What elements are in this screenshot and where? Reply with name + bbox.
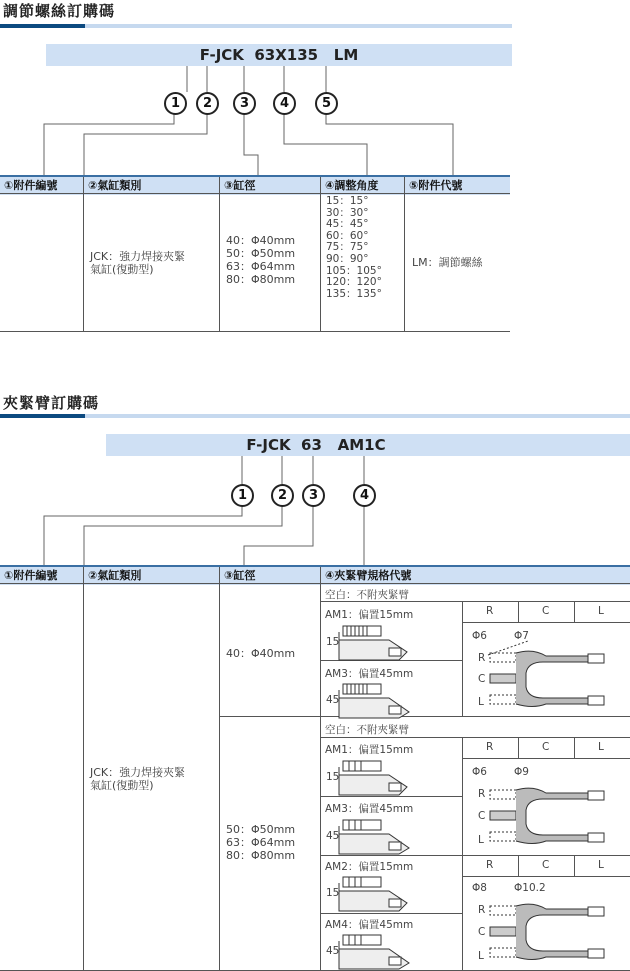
divider (462, 622, 630, 623)
am3-label: AM3：偏置45mm (325, 668, 414, 680)
divider (518, 737, 519, 758)
arm-top-view-icon (488, 780, 628, 845)
marker-1: 1 (164, 92, 187, 115)
variant-c: C (478, 810, 486, 822)
marker-3: 3 (233, 92, 256, 115)
angle-cell: 15：15° 30：30° 45：45° 60：60° 75：75° 90：90° 105：105° 120：120° 135：135° (326, 195, 382, 300)
rcl-c: C (542, 741, 550, 753)
section1-order-code: F-JCK 63X135 LM (199, 46, 359, 64)
bore-cell-a: 40：Φ40mm (226, 647, 296, 660)
dia2-label: Φ9 (514, 766, 529, 778)
header-angle: ④調整角度 (325, 179, 379, 192)
variant-r: R (478, 904, 486, 916)
header-cylinder-type: ②氣缸類別 (88, 569, 142, 582)
divider (320, 913, 462, 914)
divider (0, 193, 510, 194)
divider (462, 601, 463, 716)
variant-l: L (478, 950, 484, 962)
variant-l: L (478, 834, 484, 846)
divider (574, 737, 575, 758)
divider (404, 177, 405, 331)
am3-label: AM3：偏置45mm (325, 803, 414, 815)
marker-5: 5 (315, 92, 338, 115)
cylinder-type-cell: JCK：強力焊接夾緊 氣缸(復動型) (90, 766, 186, 792)
header-accessory-no: ①附件編號 (4, 569, 58, 582)
section2-table-header (0, 565, 630, 585)
arm-side-view-icon (337, 814, 437, 854)
variant-l: L (478, 696, 484, 708)
section2-rule-light (85, 414, 630, 418)
rcl-c: C (542, 605, 550, 617)
divider (320, 796, 462, 797)
arm-top-view-icon (488, 643, 628, 708)
divider (462, 737, 463, 971)
blank-option: 空白：不附夾緊臂 (325, 589, 409, 601)
angle-label: 15 (326, 636, 340, 648)
arm-side-view-icon (337, 620, 437, 660)
divider (219, 177, 220, 331)
dia1-label: Φ6 (472, 630, 487, 642)
rcl-l: L (598, 605, 604, 617)
variant-c: C (478, 673, 486, 685)
marker-4: 4 (353, 484, 376, 507)
marker-2: 2 (196, 92, 219, 115)
header-bore: ③缸徑 (224, 569, 256, 582)
section2-order-code: F-JCK 63 AM1C (246, 436, 386, 454)
angle-label: 15 (326, 887, 340, 899)
variant-r: R (478, 788, 486, 800)
divider (0, 331, 510, 332)
am2-label: AM2：偏置15mm (325, 861, 414, 873)
divider (83, 567, 84, 971)
header-accessory-no: ①附件編號 (4, 179, 58, 192)
blank-option: 空白：不附夾緊臂 (325, 724, 409, 736)
marker-3: 3 (302, 484, 325, 507)
rcl-c: C (542, 859, 550, 871)
divider (518, 855, 519, 876)
divider (320, 567, 321, 971)
arm-top-view-icon (488, 896, 628, 961)
marker-2: 2 (271, 484, 294, 507)
divider (518, 601, 519, 622)
section2-rule-dark (0, 414, 85, 418)
header-bore: ③缸徑 (224, 179, 256, 192)
section2-title: 夾緊臂訂購碼 (3, 394, 100, 412)
cylinder-type-cell: JCK：強力焊接夾緊 氣缸(復動型) (90, 250, 186, 276)
bore-cell: 40：Φ40mm 50：Φ50mm 63：Φ64mm 80：Φ80mm (226, 234, 296, 286)
section1-table-header (0, 175, 510, 195)
divider (574, 855, 575, 876)
arm-side-view-icon (337, 755, 437, 795)
divider (219, 567, 220, 971)
rcl-l: L (598, 741, 604, 753)
bore-cell-b: 50：Φ50mm 63：Φ64mm 80：Φ80mm (226, 823, 296, 862)
arm-side-view-icon (337, 678, 437, 718)
divider (320, 737, 630, 738)
rcl-r: R (486, 859, 494, 871)
dia1-label: Φ8 (472, 882, 487, 894)
angle-label: 45 (326, 830, 340, 842)
divider (320, 177, 321, 331)
section2-connectors (0, 430, 630, 630)
angle-label: 15 (326, 771, 340, 783)
dia1-label: Φ6 (472, 766, 487, 778)
header-accessory-code: ⑤附件代號 (409, 179, 463, 192)
rcl-l: L (598, 859, 604, 871)
accessory-code-cell: LM：調節螺絲 (412, 256, 483, 269)
divider (83, 177, 84, 331)
dia2-label: Φ7 (514, 630, 529, 642)
dia2-label: Φ10.2 (514, 882, 546, 894)
am4-label: AM4：偏置45mm (325, 919, 414, 931)
divider (462, 758, 630, 759)
header-cylinder-type: ②氣缸類別 (88, 179, 142, 192)
angle-label: 45 (326, 945, 340, 957)
variant-r: R (478, 652, 486, 664)
angle-label: 45 (326, 694, 340, 706)
divider (462, 876, 630, 877)
rcl-r: R (486, 741, 494, 753)
variant-c: C (478, 926, 486, 938)
divider (0, 583, 630, 584)
am1-label: AM1：偏置15mm (325, 744, 414, 756)
am1-label: AM1：偏置15mm (325, 609, 414, 621)
header-arm-spec: ④夾緊臂規格代號 (325, 569, 412, 582)
rcl-r: R (486, 605, 494, 617)
divider (574, 601, 575, 622)
marker-4: 4 (273, 92, 296, 115)
marker-1: 1 (231, 484, 254, 507)
arm-side-view-icon (337, 871, 437, 911)
divider (320, 855, 630, 856)
arm-side-view-icon (337, 929, 437, 969)
section1-title: 調節螺絲訂購碼 (3, 2, 116, 20)
